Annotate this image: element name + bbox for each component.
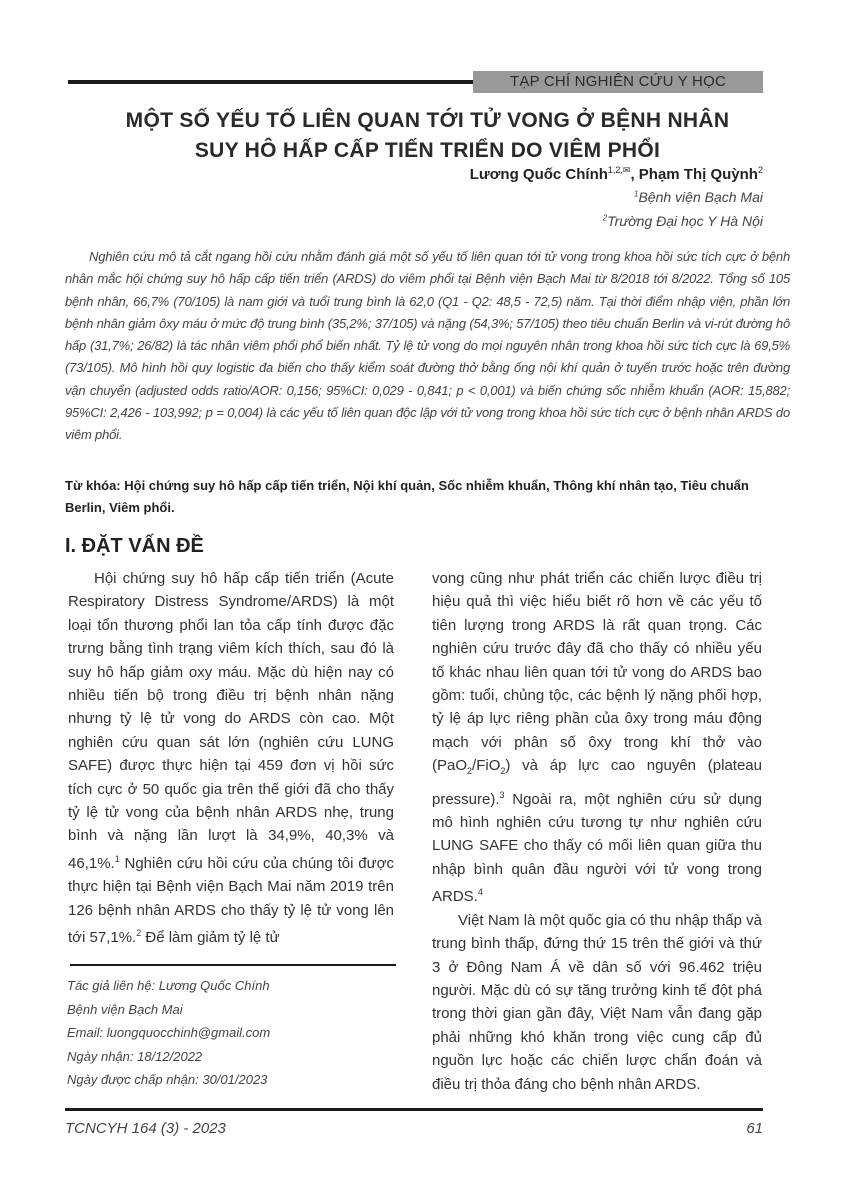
- corresponding-institution: Bệnh viện Bạch Mai: [67, 1001, 183, 1017]
- affiliation-number: 2: [602, 213, 608, 223]
- footer-rule: [65, 1108, 763, 1111]
- body-paragraph: [68, 567, 394, 950]
- author-name: Phạm Thị Quỳnh: [638, 166, 758, 183]
- body-text: Ngoài ra, một nghiên cứu sử dụng mô hình nghiên cứu tương tự như nghiên cứu LUNG SAFE cho thấy có mối liên quan giữa thu nhập bình quân đầu người với tử vong trong ARDS.: [432, 790, 762, 906]
- page-number: 61: [746, 1120, 763, 1137]
- affiliation-2: [603, 213, 763, 229]
- footnote-rule: [70, 964, 396, 966]
- citation-ref[interactable]: 2: [136, 928, 142, 939]
- header-rule: [68, 80, 480, 84]
- citation-ref[interactable]: 1: [114, 853, 120, 864]
- author-name: Lương Quốc Chính: [469, 166, 608, 183]
- citation-ref[interactable]: 4: [477, 887, 483, 898]
- title-line-1: MỘT SỐ YẾU TỐ LIÊN QUAN TỚI TỬ VONG Ở BỆNH NHÂN: [125, 109, 730, 132]
- journal-name-banner: [473, 71, 763, 93]
- corresponding-email[interactable]: Email: luongquocchinh@gmail.com: [67, 1025, 271, 1040]
- body-text: Nghiên cứu hồi cứu của chúng tôi được thực hiện tại Bệnh viện Bạch Mai năm 2019 trên 126 bệnh nhân ARDS cho thấy tỷ lệ tử vong lên tới 57,1%.: [68, 854, 394, 947]
- body-text: Để làm giảm tỷ lệ tử: [141, 929, 280, 947]
- subscript: 2: [467, 766, 473, 777]
- journal-name: TẠP CHÍ NGHIÊN CỨU Y HỌC: [510, 73, 726, 90]
- subscript: 2: [500, 766, 506, 777]
- body-text: vong cũng như phát triển các chiến lược điều trị hiệu quả thì việc hiểu biết rõ hơn về các yếu tố tiên lượng trong ARDS là rất quan trọng. Các nghiên cứu trước đây đã cho thấy có nhiều yếu tố khác nhau liên quan tới tử vong do ARDS bao gồm: tuổi, chủng tộc, các bệnh lý nặng phối hợp, tỷ lệ áp lực riêng phần của ôxy trong máu động mạch với phân số ôxy trong khí thở vào (PaO: [432, 570, 762, 775]
- keywords: Từ khóa: Hội chứng suy hô hấp cấp tiến triển, Nội khí quản, Sốc nhiễm khuẩn, Thông khí nhân tạo, Tiêu chuẩn Berlin, Viêm phổi.: [65, 478, 749, 515]
- body-column-right: [432, 567, 762, 1096]
- body-text: Hội chứng suy hô hấp cấp tiến triển (Acute Respiratory Distress Syndrome/ARDS) là một loại tổn thương phổi lan tỏa cấp tính được đặc trưng bằng tình trạng viêm kích thích, sau đó là suy hô hấp giảm oxy máu. Mặc dù hiện nay có nhiều tiến bộ trong điều trị bệnh nhân nặng nhưng tỷ lệ tử vong do ARDS còn cao. Một nghiên cứu quan sát lớn (nghiên cứu LUNG SAFE) được thực hiện tại 459 đơn vị hồi sức tích cực ở 50 quốc gia trên thế giới đã cho thấy tỷ lệ tử vong của bệnh nhân ARDS nhẹ, trung bình và nặng lần lượt là 34,9%, 40,3% và 46,1%.: [68, 570, 394, 872]
- corresponding-author: Tác giả liên hệ: Lương Quốc Chính: [67, 978, 270, 993]
- affiliation-1: [634, 189, 763, 205]
- citation-ref[interactable]: 3: [499, 789, 505, 800]
- title-line-2: SUY HÔ HẤP CẤP TIẾN TRIỂN DO VIÊM PHỔI: [194, 139, 661, 162]
- abstract: Nghiên cứu mô tả cắt ngang hồi cứu nhằm đánh giá một số yếu tố liên quan tới tử vong trong khoa hồi sức tích cực ở bệnh nhân mắc hội chứng suy hô hấp cấp tiến triển (ARDS) do viêm phổi tại Bệnh viện Bạch Mai từ 8/2018 tới 8/2022. Tổng số 105 bệnh nhân, 66,7% (70/105) là nam giới và tuổi trung bình là 62,0 (Q1 - Q2: 48,5 - 72,5) năm. Tại thời điểm nhập viện, phần lớn bệnh nhân giảm ôxy máu ở mức độ trung bình (35,2%; 37/105) và nặng (54,3%; 57/105) theo tiêu chuẩn Berlin và vi-rút đường hô hấp (31,7%; 26/82) là tác nhân viêm phổi phổ biến nhất. Tỷ lệ tử vong do mọi nguyên nhân trong khoa hồi sức tích cực là 69,5% (73/105). Mô hình hồi quy logistic đa biến cho thấy kiểm soát đường thở bằng ống nội khí quản ở tuyến trước hoặc trên đường vận chuyển (adjusted odds ratio/AOR: 0,156; 95%CI: 0,029 - 0,841; p < 0,001) và biến chứng sốc nhiễm khuẩn (AOR: 15,882; 95%CI: 2,426 - 103,992; p = 0,004) là các yếu tố liên quan độc lập với tử vong trong khoa hồi sức tích cực ở bệnh nhân ARDS do viêm phổi.: [65, 249, 790, 443]
- author-affiliation-marker: 2: [757, 165, 763, 175]
- body-column-left: [68, 567, 394, 950]
- body-paragraph: Việt Nam là một quốc gia có thu nhập thấp và trung bình thấp, đứng thứ 15 trên thế giới và thứ 3 ở Đông Nam Á về dân số với 96.462 triệu người. Mặc dù có sự tăng trưởng kinh tế đột phá trong thời gian gần đây, Việt Nam vẫn đang gặp phải những khó khăn trong việc cung cấp đủ nguồn lực hoặc các chiến lược chẩn đoán và điều trị thỏa đáng cho bệnh nhân ARDS.: [432, 911, 762, 1093]
- affiliation-name: Bệnh viện Bạch Mai: [638, 189, 763, 205]
- journal-citation: TCNCYH 164 (3) - 2023: [65, 1120, 226, 1137]
- section-heading: I. ĐẶT VẤN ĐỀ: [65, 535, 204, 557]
- correspondence-footnote: [67, 974, 397, 1092]
- body-paragraph: [432, 567, 762, 909]
- affiliation-number: 1: [634, 189, 639, 199]
- author-list: [470, 165, 763, 183]
- article-title: [60, 106, 795, 166]
- body-text: /FiO: [472, 757, 501, 775]
- author-separator: ,: [630, 166, 639, 183]
- accepted-date: Ngày được chấp nhận: 30/01/2023: [67, 1072, 268, 1087]
- affiliation-name: Trường Đại học Y Hà Nội: [607, 213, 763, 229]
- received-date: Ngày nhận: 18/12/2022: [67, 1048, 203, 1064]
- body-text: ) và áp lực cao nguyên (plateau pressure).: [432, 757, 762, 808]
- author-affiliation-marker: 1,2,✉: [607, 165, 631, 175]
